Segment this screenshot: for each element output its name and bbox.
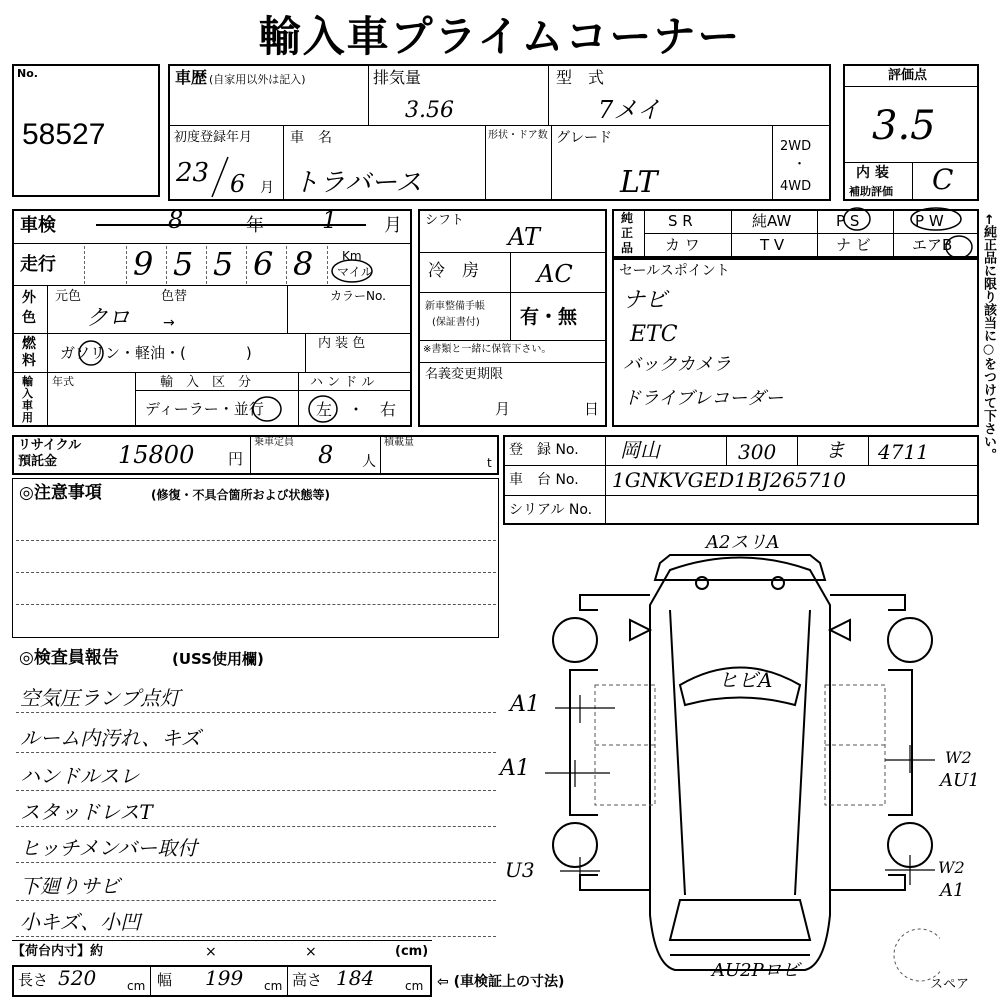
grade-value: LT (620, 165, 658, 200)
notes-line-3 (16, 604, 496, 605)
interior-color-label: 内 装 色 (318, 336, 366, 351)
import-label-1: 輸 (22, 375, 33, 388)
first-reg-year: 23 (176, 158, 210, 188)
reg-class: 300 (738, 440, 777, 464)
diagram-spare-label: スペア (930, 977, 970, 992)
cargo-unit: (cm) (395, 944, 429, 959)
capacity-unit: 人 (362, 454, 376, 470)
recycle-value: 15800 (118, 441, 195, 469)
recycle-load-divider (380, 435, 381, 475)
genuine-label-1: 純 (621, 211, 634, 225)
drive-4wd: 4WD (780, 179, 812, 194)
import-label-3: 車 (22, 399, 33, 412)
genuine-col-1 (731, 209, 732, 258)
color-no-divider (287, 285, 288, 333)
genuine-ps: P S (836, 212, 860, 230)
dims-length-unit: cm (127, 979, 146, 993)
diagram-left-lower-label: A1 (500, 756, 530, 781)
handle-label: ハ ン ド ル (310, 375, 375, 390)
mileage-value-1: 9 (133, 245, 154, 283)
genuine-col-0 (644, 209, 645, 258)
diagram-left-upper-label: A1 (510, 692, 540, 717)
interior-score-value: C (932, 163, 954, 196)
sales-point-1: ナビ (623, 288, 668, 313)
genuine-sr: S R (668, 212, 693, 230)
page-title: 輸入車プライムコーナー (258, 12, 742, 61)
first-reg-month-unit: 月 (260, 180, 274, 196)
reg-label: 登 録 No. (509, 442, 579, 458)
header-vdivider-3 (283, 125, 284, 201)
name-change-month: 月 (495, 400, 511, 418)
reg-label-divider (605, 435, 606, 525)
cargo-x1: × (205, 944, 217, 960)
score-vdivider (912, 162, 913, 201)
color-arrow: → (163, 315, 175, 331)
color-label-divider (47, 285, 48, 427)
displacement-value: 3.56 (405, 98, 454, 123)
genuine-airbag-circle (944, 234, 974, 260)
history-note: (自家用以外は記入) (209, 73, 306, 86)
fuel-options: ガソリン・軽油・( ) (60, 344, 252, 362)
import-type-label: 輸 入 区 分 (160, 375, 252, 390)
model-year-label: 年式 (52, 375, 74, 388)
reg-div-2 (503, 495, 979, 496)
notes-label: ◎注意事項 (19, 483, 102, 503)
specs-div-3 (418, 340, 607, 341)
score-label: 評価点 (888, 68, 928, 83)
genuine-ps-circle (842, 206, 872, 232)
shaken-year-unit: 年 (246, 215, 264, 236)
report-item-7: 小キズ、小凹 (20, 910, 141, 934)
reg-col-2 (797, 435, 798, 465)
first-reg-month: 6 (230, 170, 246, 198)
diagram-left-rear-label: U3 (505, 858, 535, 882)
reg-col-3 (868, 435, 869, 465)
genuine-pw-circle (908, 205, 964, 233)
mileage-unit-km: Km (342, 249, 362, 263)
dims-width-label: 幅 (157, 971, 173, 989)
shaken-month-unit: 月 (384, 215, 402, 236)
shaken-month: 1 (322, 206, 338, 234)
model-value: 7メイ (598, 96, 661, 124)
import-label-4: 用 (22, 411, 33, 424)
handle-value: 左 ・ 右 (316, 400, 397, 419)
dims-height-unit: cm (405, 979, 424, 993)
ac-label: 冷 房 (428, 261, 479, 281)
sales-point-3: バックカメラ (623, 354, 731, 375)
cargo-x2: × (305, 944, 317, 960)
score-divider-1 (843, 86, 979, 87)
header-vdivider-1 (368, 64, 369, 125)
mileage-value-5: 8 (293, 245, 314, 283)
report-label: ◎検査員報告 (19, 648, 119, 668)
recycle-unit: 円 (228, 450, 244, 468)
specs-div-1 (418, 252, 607, 253)
recycle-cap-divider (250, 435, 251, 475)
notes-sub: (修復・不具合箇所および状態等) (151, 488, 330, 502)
cargo-label: 【荷台内寸】約 (12, 944, 104, 959)
insp-div-1 (12, 243, 412, 244)
mileage-label: 走行 (20, 254, 56, 275)
specs-ac-divider (510, 252, 511, 292)
insp-div-3 (12, 333, 412, 334)
interior-color-divider (305, 333, 306, 372)
genuine-navi: ナ ビ (836, 236, 871, 254)
load-label: 積載量 (384, 437, 414, 448)
dims-div-1 (150, 965, 151, 997)
reg-col-1 (726, 435, 727, 465)
dims-note: ⇦ (車検証上の寸法) (437, 974, 565, 990)
fuel-gasoline-circle (76, 338, 106, 368)
report-item-2: ルーム内汚れ、キズ (20, 726, 201, 750)
serial-label: シリアル No. (509, 502, 593, 518)
genuine-label-3: 品 (621, 241, 634, 255)
handle-left-circle (306, 393, 340, 425)
import-label-2: 入 (22, 387, 33, 400)
insp-div-2 (12, 285, 412, 286)
repaint-label: 色替 (161, 289, 188, 304)
first-reg-slash (210, 155, 230, 200)
lot-number-label: No. (17, 67, 38, 80)
header-vdivider-6 (772, 125, 773, 201)
interior-score-sub: 補助評価 (849, 185, 893, 198)
dims-width-unit: cm (264, 979, 283, 993)
mileage-value-2: 5 (173, 245, 194, 283)
report-line-5 (16, 862, 496, 863)
genuine-side-note: ←純正品に限り該当に○をつけて下さい。 (981, 214, 996, 461)
report-item-1: 空気圧ランプ点灯 (20, 686, 180, 710)
diagram-front-label: A2スリA (706, 532, 780, 553)
reg-area: 岡山 (620, 438, 660, 462)
diagram-right-front-label-1: W2 (945, 748, 972, 767)
specs-manual-divider (510, 292, 511, 340)
specs-div-2 (418, 292, 607, 293)
genuine-aw: 純AW (752, 212, 792, 230)
shift-value: AT (508, 223, 541, 251)
mileage-value-3: 5 (213, 245, 234, 283)
car-diagram (540, 545, 940, 990)
fuel-label-1: 燃 (22, 336, 36, 352)
dims-width-value: 199 (205, 966, 244, 990)
genuine-row-divider (644, 233, 979, 234)
shift-label: シフト (425, 213, 465, 228)
score-value: 3.5 (872, 103, 936, 149)
recycle-label-2: 預託金 (18, 454, 58, 469)
report-sub: (USS使用欄) (172, 650, 264, 668)
report-line-6 (16, 900, 496, 901)
report-line-7 (16, 936, 496, 937)
diagram-rear-label: AU2Pロビ (712, 960, 800, 981)
shaken-strike-line (96, 224, 366, 226)
header-vdivider-2 (548, 64, 549, 125)
dims-height-value: 184 (336, 966, 375, 990)
name-change-day: 日 (584, 400, 600, 418)
load-unit: t (487, 456, 492, 470)
reg-kana: ま (825, 438, 845, 462)
sales-point-4: ドライブレコーダー (623, 388, 784, 409)
car-name-value: トラバース (293, 168, 422, 198)
report-line-4 (16, 826, 496, 827)
header-vdivider-4 (485, 125, 486, 201)
reg-div-1 (503, 465, 979, 466)
report-item-3: ハンドルスレ (20, 764, 140, 788)
manual-label-1: 新車整備手帳 (425, 301, 485, 312)
shaken-label: 車検 (20, 215, 56, 236)
report-line-1 (16, 712, 496, 713)
header-vdivider-5 (551, 125, 552, 201)
report-item-5: ヒッチメンバー取付 (20, 836, 198, 860)
genuine-col-3 (893, 209, 894, 258)
manual-note: ※書類と一緒に保管下さい。 (423, 344, 552, 355)
lot-number-value: 58527 (22, 118, 106, 151)
displacement-label: 排気量 (373, 68, 422, 87)
diagram-right-front-label-2: AU1 (940, 770, 980, 791)
mileage-value-4: 6 (253, 245, 274, 283)
import-parallel-circle (251, 394, 283, 424)
notes-line-1 (16, 540, 496, 541)
diagram-windshield-label: ヒビA (718, 668, 773, 692)
sales-points-label: セールスポイント (619, 263, 730, 279)
interior-score-label: 内 装 (856, 165, 889, 181)
color-value: クロ (86, 306, 131, 331)
mileage-unit-circle (330, 258, 374, 284)
import-sub-divider (135, 390, 412, 391)
drive-dot: ・ (793, 157, 807, 172)
color-label-2: 色 (22, 310, 36, 326)
mileage-unit-mile: マイル (337, 265, 373, 279)
grade-label: グレード (556, 130, 612, 146)
dims-height-label: 高さ (292, 971, 323, 989)
capacity-label: 乗車定員 (254, 437, 294, 448)
history-label: 車歴 (175, 68, 208, 87)
recycle-label-1: リサイクル (18, 438, 82, 453)
import-handle-divider (298, 372, 299, 427)
score-divider-2 (843, 162, 979, 163)
insp-div-4 (12, 372, 412, 373)
vin-label: 車 台 No. (509, 472, 579, 488)
report-line-3 (16, 790, 496, 791)
first-reg-label: 初度登録年月 (174, 130, 253, 145)
dims-div-2 (287, 965, 288, 997)
diagram-right-rear-label-1: W2 (938, 858, 965, 877)
sales-point-2: ETC (630, 322, 678, 347)
genuine-pw: P W (915, 212, 944, 230)
genuine-leather: カ ワ (665, 236, 700, 254)
genuine-tv: T V (760, 236, 785, 254)
shaken-year: 8 (168, 206, 184, 234)
color-no-label: カラーNo. (330, 289, 386, 303)
genuine-label-2: 正 (621, 226, 634, 240)
color-label-1: 外 (22, 290, 36, 306)
genuine-col-2 (817, 209, 818, 258)
report-line-2 (16, 752, 496, 753)
orig-color-label: 元色 (55, 289, 82, 304)
report-item-4: スタッドレスT (20, 800, 153, 824)
ac-value: AC (537, 260, 573, 288)
import-year-divider (135, 372, 136, 427)
dims-length-value: 520 (58, 966, 97, 990)
dims-length-label: 長さ (18, 971, 49, 989)
manual-value: 有・無 (520, 306, 578, 328)
capacity-value: 8 (318, 441, 334, 469)
specs-div-4 (418, 362, 607, 363)
import-type-value: ディーラー・並行 (145, 400, 264, 418)
notes-line-2 (16, 572, 496, 573)
reg-number: 4711 (878, 440, 929, 464)
car-name-label: 車 名 (290, 130, 332, 146)
genuine-airbag: エアB (912, 236, 953, 254)
fuel-label-2: 料 (22, 353, 36, 369)
inspection-block (12, 206, 412, 427)
body-type-label: 形状・ドア数 (488, 130, 548, 141)
drive-2wd: 2WD (780, 139, 812, 154)
manual-label-2: (保証書付) (432, 317, 480, 328)
name-change-label: 名義変更期限 (425, 367, 504, 382)
header-divider (168, 125, 831, 126)
diagram-right-rear-label-2: A1 (940, 880, 965, 901)
cargo-top-line (12, 940, 432, 941)
model-label: 型 式 (556, 68, 605, 87)
vin-value: 1GNKVGED1BJ265710 (612, 468, 846, 492)
report-item-6: 下廻りサビ (20, 874, 120, 898)
